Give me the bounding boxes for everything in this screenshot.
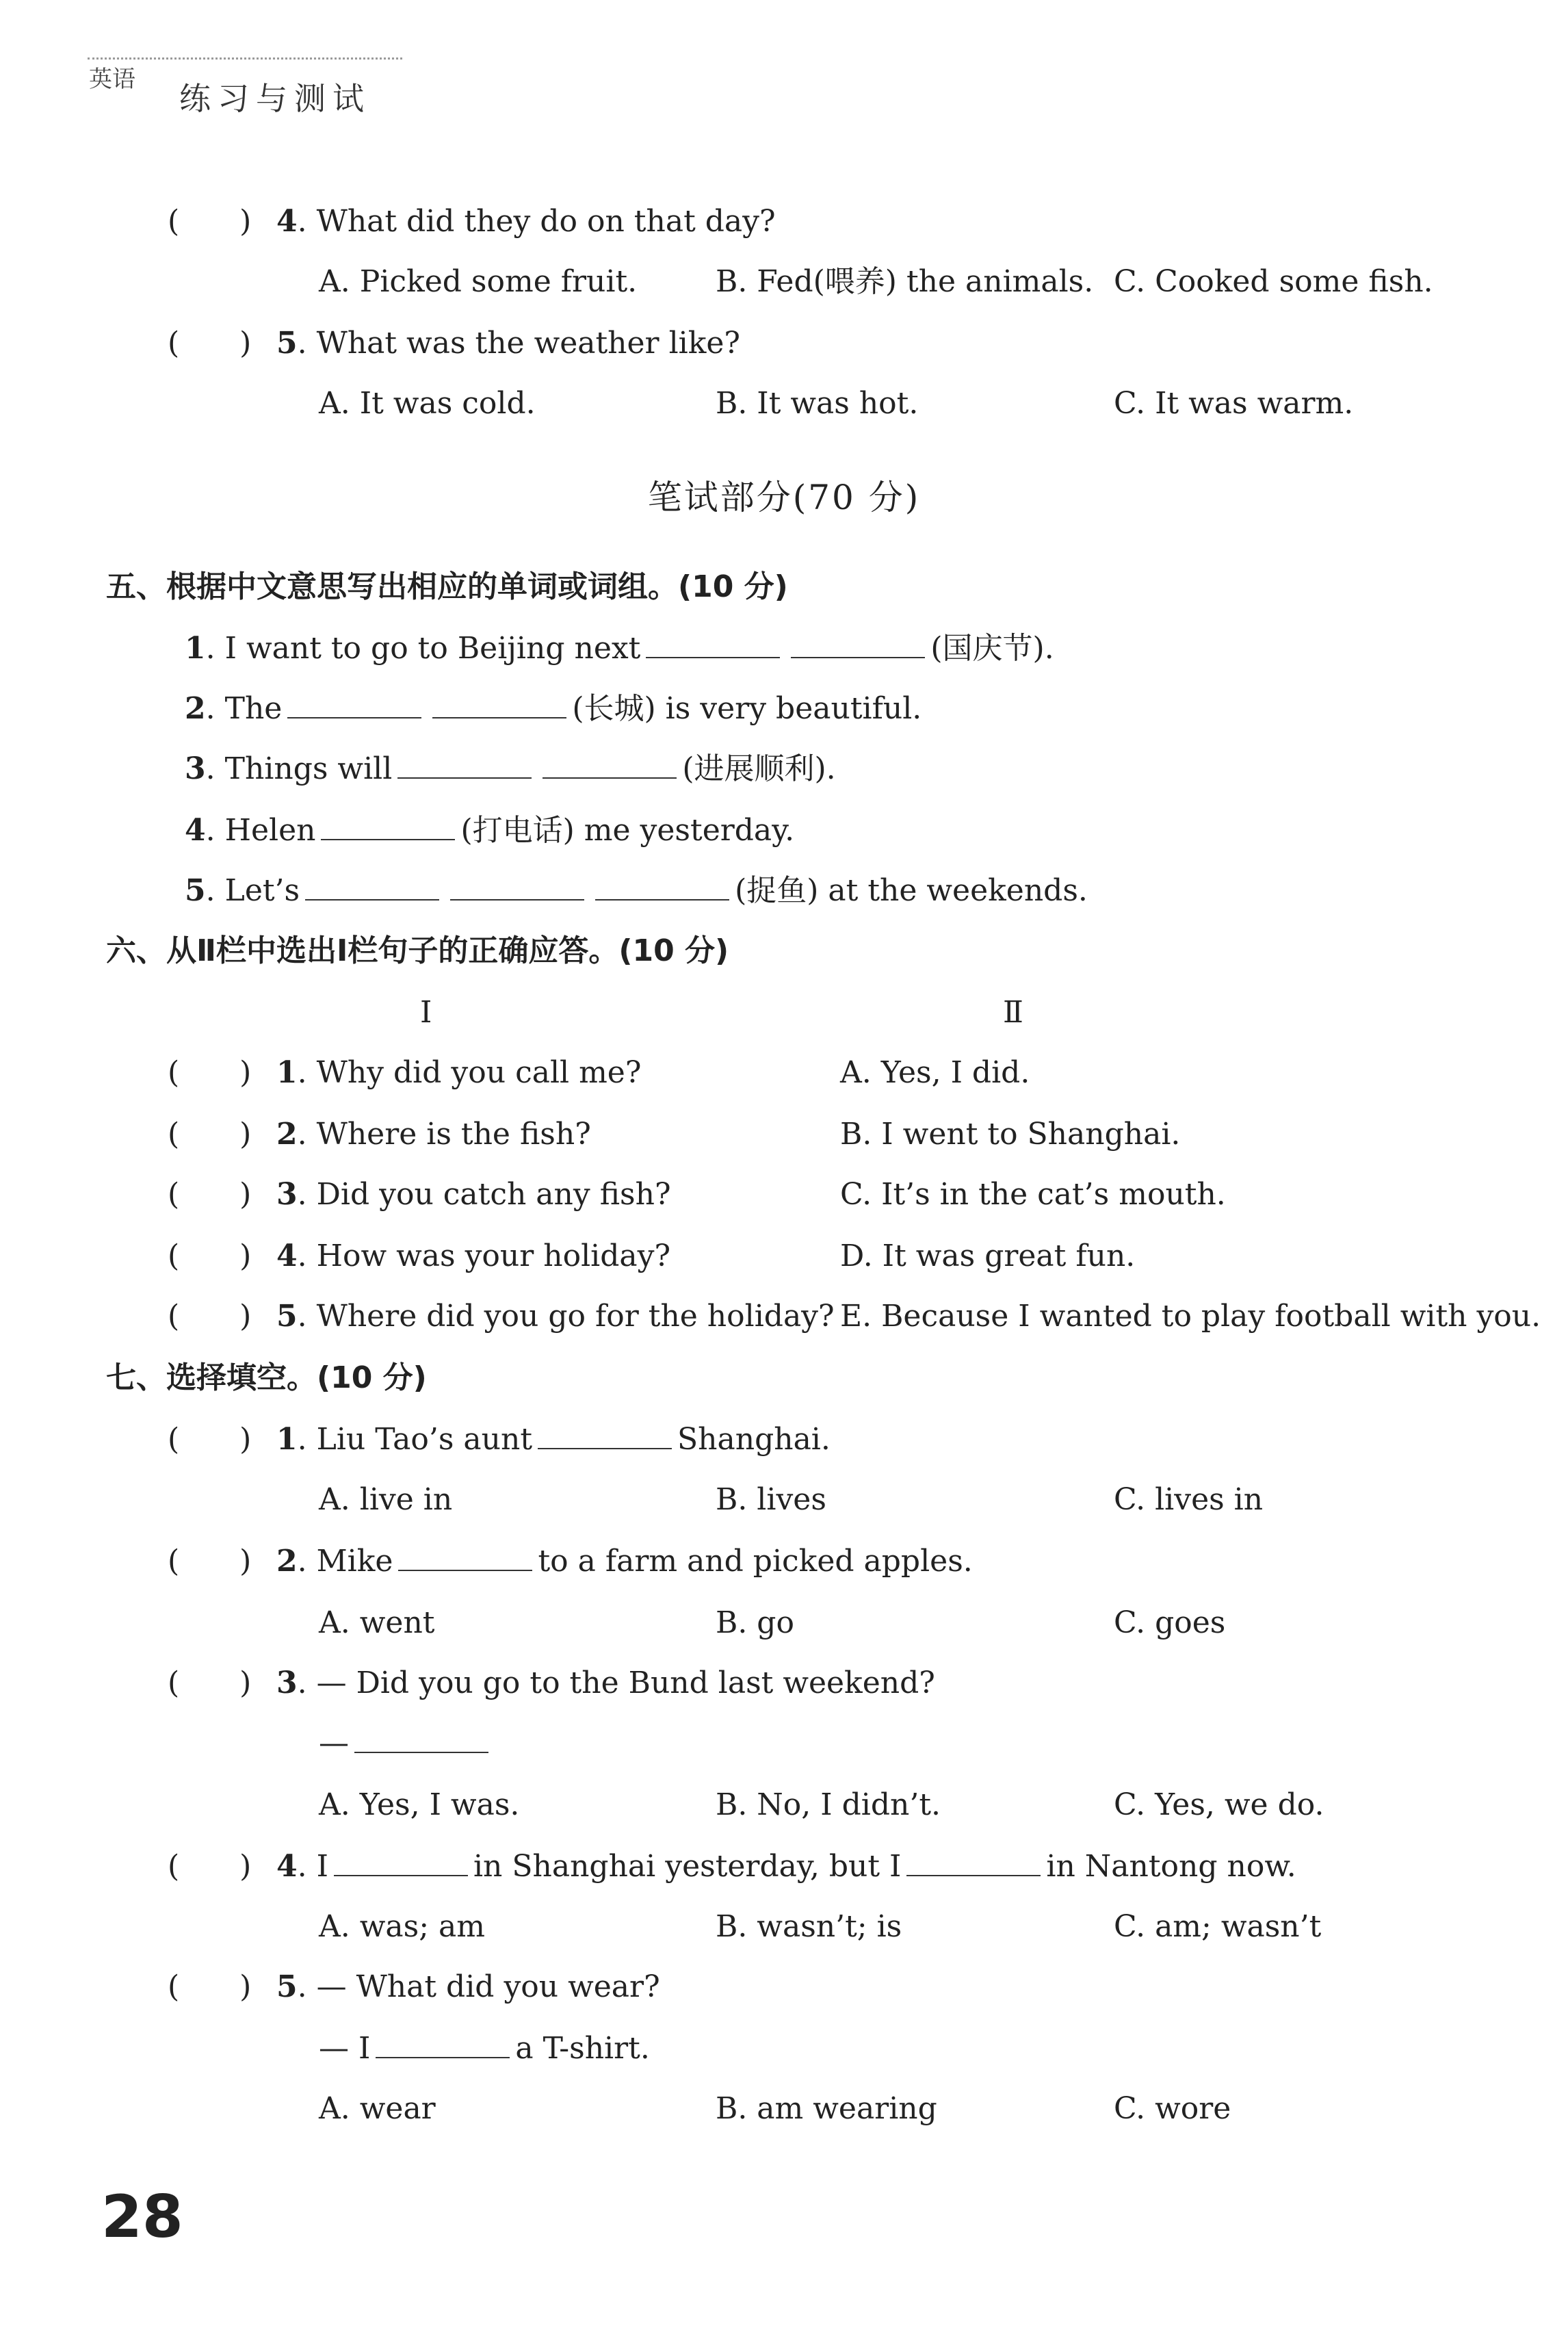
- answer-paren[interactable]: ( ): [168, 204, 252, 239]
- item-text: . I want to go to Beijing next: [205, 631, 641, 666]
- dash: —: [319, 1726, 349, 1761]
- item-hint: (长城) is very beautiful.: [572, 691, 922, 726]
- option-c: C. goes: [1114, 1605, 1226, 1640]
- section-7-title: 七、选择填空。(10 分): [106, 1360, 427, 1395]
- option-b: B. lives: [716, 1482, 826, 1517]
- item-hint: (打电话) me yesterday.: [460, 813, 795, 848]
- item-text: in Shanghai yesterday, but I: [473, 1849, 902, 1884]
- match-answer: C. It’s in the cat’s mouth.: [840, 1177, 1226, 1212]
- item-text: . Mike: [297, 1544, 393, 1579]
- answer-paren[interactable]: ( ): [168, 1544, 252, 1579]
- blank-field[interactable]: [354, 1724, 488, 1753]
- item-text: Shanghai.: [677, 1422, 831, 1457]
- option-a: A. It was cold.: [319, 386, 536, 421]
- match-answer: E. Because I wanted to play football with you.: [840, 1299, 1541, 1334]
- choice-question: [276, 1541, 973, 1582]
- item-number: 3: [185, 751, 206, 786]
- option-a: A. Picked some fruit.: [319, 264, 638, 299]
- item-number: 3: [276, 1177, 298, 1212]
- option-b: B. It was hot.: [716, 386, 919, 421]
- choice-question: [276, 1846, 1296, 1887]
- blank-field[interactable]: [450, 872, 584, 901]
- item-hint: (捉鱼) at the weekends.: [735, 873, 1088, 908]
- item-number: 5: [276, 1299, 298, 1334]
- match-answer: B. I went to Shanghai.: [840, 1117, 1181, 1152]
- option-b: B. go: [716, 1605, 794, 1640]
- option-c: C. Yes, we do.: [1114, 1787, 1324, 1822]
- blank-field[interactable]: [595, 872, 729, 901]
- blank-field[interactable]: [334, 1848, 468, 1876]
- item-text: . Did you catch any fish?: [297, 1177, 671, 1212]
- answer-paren[interactable]: ( ): [168, 1055, 252, 1090]
- item-number: 2: [276, 1544, 298, 1579]
- item-text: — I: [319, 2031, 371, 2066]
- match-question: [276, 1052, 641, 1093]
- blank-field[interactable]: [321, 812, 455, 840]
- match-question: [276, 1114, 591, 1155]
- item-number: 1: [276, 1422, 298, 1457]
- option-b: B. Fed(喂养) the animals.: [716, 264, 1094, 299]
- blank-field[interactable]: [791, 630, 925, 658]
- blank-field[interactable]: [906, 1848, 1041, 1876]
- choice-question: [276, 1419, 831, 1460]
- item-text: . — What did you wear?: [297, 1969, 660, 2004]
- answer-paren[interactable]: ( ): [168, 1666, 252, 1700]
- answer-paren[interactable]: ( ): [168, 1422, 252, 1457]
- fill-item: [185, 688, 922, 729]
- section-5-title: 五、根据中文意思写出相应的单词或词组。(10 分): [106, 569, 788, 604]
- question-number: 4: [276, 204, 298, 239]
- option-a: A. wear: [319, 2091, 436, 2126]
- match-question: [276, 1296, 835, 1337]
- answer-paren[interactable]: ( ): [168, 1177, 252, 1212]
- header-divider: [88, 57, 402, 60]
- item-number: 2: [185, 691, 206, 726]
- blank-field[interactable]: [543, 750, 677, 779]
- option-a: A. live in: [319, 1482, 453, 1517]
- match-answer: D. It was great fun.: [840, 1239, 1136, 1273]
- item-text: to a farm and picked apples.: [538, 1544, 973, 1579]
- match-question: [276, 1174, 671, 1215]
- blank-field[interactable]: [376, 2030, 510, 2058]
- option-b: B. wasn’t; is: [716, 1909, 902, 1944]
- blank-field[interactable]: [538, 1421, 672, 1449]
- option-c: C. lives in: [1114, 1482, 1264, 1517]
- fill-item: [185, 628, 1054, 669]
- item-text: . Let’s: [205, 873, 300, 908]
- answer-paren[interactable]: ( ): [168, 1299, 252, 1334]
- option-c: C. Cooked some fish.: [1114, 264, 1433, 299]
- item-number: 1: [185, 631, 206, 666]
- blank-field[interactable]: [397, 750, 532, 779]
- blank-field[interactable]: [646, 630, 780, 658]
- fill-item: [185, 749, 836, 790]
- item-text: in Nantong now.: [1046, 1849, 1296, 1884]
- item-number: 4: [185, 813, 206, 848]
- question-line: [276, 201, 776, 242]
- section-6-title: 六、从Ⅱ栏中选出Ⅰ栏句子的正确应答。(10 分): [106, 933, 729, 968]
- item-number: 1: [276, 1055, 298, 1090]
- dialogue-reply: [319, 1723, 494, 1764]
- column-1-heading: Ⅰ: [420, 995, 432, 1030]
- option-c: C. wore: [1114, 2091, 1231, 2126]
- blank-field[interactable]: [432, 690, 566, 718]
- item-number: 4: [276, 1849, 298, 1884]
- item-text: . Why did you call me?: [297, 1055, 642, 1090]
- option-b: B. am wearing: [716, 2091, 937, 2126]
- item-text: . — Did you go to the Bund last weekend?: [297, 1666, 935, 1700]
- header-title: 练习与测试: [179, 80, 371, 117]
- option-a: A. Yes, I was.: [319, 1787, 520, 1822]
- choice-question: [276, 1663, 935, 1704]
- item-text: . Where is the fish?: [297, 1117, 591, 1152]
- item-number: 4: [276, 1239, 298, 1273]
- item-text: . Helen: [205, 813, 316, 848]
- item-number: 3: [276, 1666, 298, 1700]
- item-text: . The: [205, 691, 283, 726]
- option-a: A. was; am: [319, 1909, 485, 1944]
- item-number: 2: [276, 1117, 298, 1152]
- fill-item: [185, 810, 794, 851]
- answer-paren[interactable]: ( ): [168, 1969, 252, 2004]
- question-text: . What was the weather like?: [297, 326, 741, 361]
- dialogue-reply: [319, 2028, 650, 2069]
- item-text: . Where did you go for the holiday?: [297, 1299, 835, 1334]
- item-text: . How was your holiday?: [297, 1239, 671, 1273]
- item-text: . Liu Tao’s aunt: [297, 1422, 533, 1457]
- answer-paren[interactable]: ( ): [168, 1117, 252, 1152]
- blank-field[interactable]: [398, 1542, 532, 1571]
- fill-item: [185, 870, 1088, 911]
- choice-question: [276, 1967, 660, 2008]
- page-number: 28: [101, 2183, 183, 2251]
- match-answer: A. Yes, I did.: [840, 1055, 1030, 1090]
- answer-paren[interactable]: ( ): [168, 1239, 252, 1273]
- item-text: a T-shirt.: [515, 2031, 650, 2066]
- answer-paren[interactable]: ( ): [168, 326, 252, 361]
- item-number: 5: [185, 873, 206, 908]
- item-number: 5: [276, 1969, 298, 2004]
- item-text: . I: [297, 1849, 328, 1884]
- blank-field[interactable]: [287, 690, 421, 718]
- option-b: B. No, I didn’t.: [716, 1787, 941, 1822]
- question-number: 5: [276, 326, 298, 361]
- match-question: [276, 1236, 670, 1277]
- option-a: A. went: [319, 1605, 435, 1640]
- item-text: . Things will: [205, 751, 393, 786]
- question-line: [276, 323, 740, 364]
- column-2-heading: Ⅱ: [1003, 995, 1023, 1030]
- header-subject: 英语: [89, 66, 135, 93]
- answer-paren[interactable]: ( ): [168, 1849, 252, 1884]
- option-c: C. am; wasn’t: [1114, 1909, 1322, 1944]
- option-c: C. It was warm.: [1114, 386, 1354, 421]
- blank-field[interactable]: [305, 872, 439, 901]
- written-part-title: 笔试部分(70 分): [647, 478, 921, 517]
- item-hint: (国庆节).: [930, 631, 1054, 666]
- question-text: . What did they do on that day?: [297, 204, 776, 239]
- item-hint: (进展顺利).: [682, 751, 836, 786]
